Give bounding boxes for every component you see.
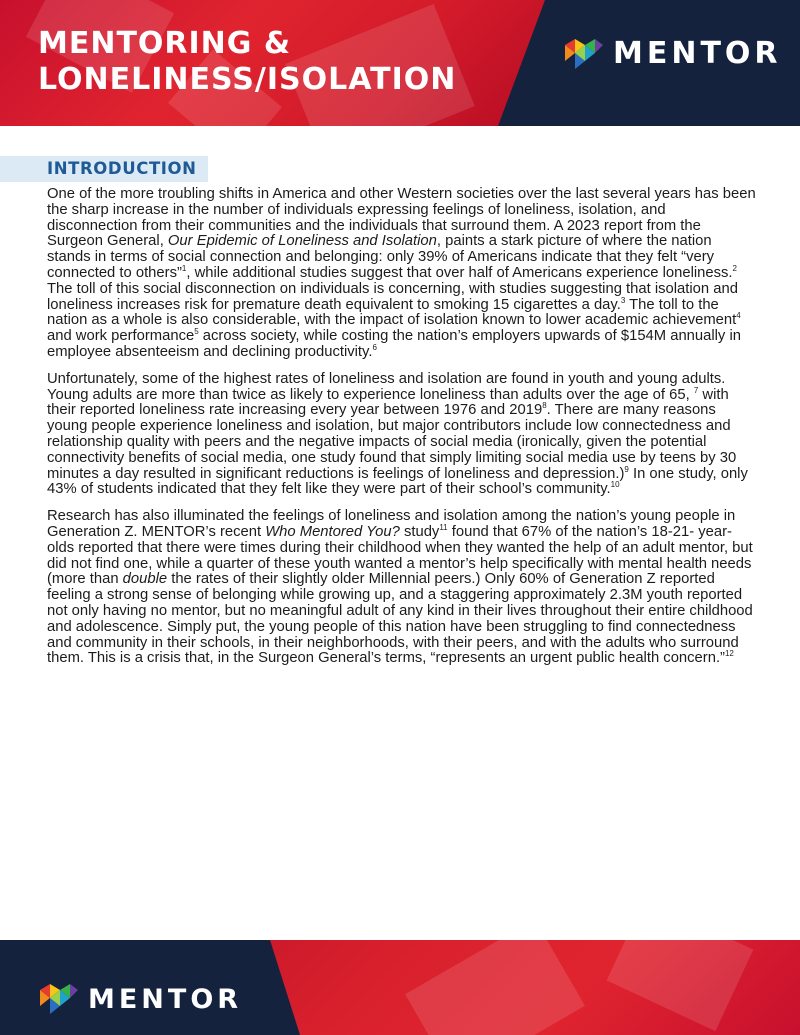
text-run: Unfortunately, some of the highest rates of loneliness and isolation are found in youth and young adults. Young adults are more than twice as likely to experience loneliness than adults over the age of 65, <box>47 370 726 403</box>
text-run: Research has also illuminated the feelings of loneliness and isolation among the nation’s young people in Generation Z. MENTOR’s recent <box>47 508 736 540</box>
paragraph-1 <box>47 187 758 361</box>
page-header <box>0 0 800 126</box>
mentor-logo-mark-icon <box>563 37 605 71</box>
text-run: the rates of their slightly older Millennial peers.) Only 60% of Generation Z reported feeling a strong sense of belonging while growing up, and a staggering approximately 2.3M youth reported not only having no mentor, but no meaningful adult of any kind in their lives throughout their entire childhood and adolescence. Simply put, the young people of this nation have been struggling to find connectedness and community in their schools, in their neighborhoods, with their peers, and with the adults who surround them. This is a crisis that, in the Surgeon General’s terms, “represents an urgent public health concern.” <box>47 571 753 667</box>
footnote-ref: 10 <box>610 480 620 490</box>
footnote-ref: 6 <box>372 343 377 353</box>
article-body <box>47 187 758 678</box>
mentor-logo-text: MENTOR <box>613 36 782 71</box>
page-title-line-2: LONELINESS/ISOLATION <box>38 62 457 97</box>
footnote-ref: 8 <box>542 401 547 411</box>
text-run: with their reported loneliness rate increasing every year between 1976 and 2019 <box>47 386 729 419</box>
text-run: , paints a stark picture of where the nation stands in terms of social connection and belonging: only 39% of Americans indicate that they felt “very connected to others” <box>47 233 715 281</box>
text-run: In one study, only 43% of students indicated that they felt like they were part of their school’s community. <box>47 465 748 498</box>
footer-logo-text: MENTOR <box>88 983 243 1015</box>
footnote-ref: 2 <box>732 264 737 274</box>
page-title <box>38 26 456 98</box>
text-run: and work performance <box>47 328 195 345</box>
text-run: , while additional studies suggest that over half of Americans experience loneliness. <box>186 264 733 281</box>
footnote-ref: 5 <box>194 327 199 337</box>
text-run: The toll to the nation as a whole is also considerable, with the impact of isolation known to lower academic achievement <box>47 296 737 329</box>
decorative-shard <box>405 940 585 1035</box>
text-run: study <box>399 523 440 540</box>
paragraph-3 <box>47 509 758 667</box>
footnote-ref: 7 <box>693 385 699 395</box>
text-run: . There are many reasons young people experience loneliness and isolation, but major contributors include low connectedness and relationship quality with peers and the negative impacts of social media (ironically, given the potential connectivity benefits of social media, one study found that simply limiting social media use by teens by 30 minutes a day resulted in significant reductions is feelings of loneliness and depression.) <box>47 402 737 482</box>
mentor-logo-mark-icon <box>38 982 80 1016</box>
page-footer <box>0 940 800 1035</box>
mentor-logo <box>563 36 782 71</box>
footnote-ref: 3 <box>620 295 626 305</box>
text-run: found that 67% of the nation’s 18-21- year-olds reported that there were times during their childhood when they wanted the help of an adult mentor, but did not find one, while a quarter of these youth wanted a mentor’s help specifically with mental health needs (more than <box>47 523 753 588</box>
footnote-ref: 1 <box>181 264 187 274</box>
text-run: The toll of this social disconnection on individuals is concerning, with studies suggesting that isolation and loneliness increases risk for premature death equivalent to smoking 15 cigarettes a day. <box>47 280 738 313</box>
study-title: Who Mentored You? <box>265 523 400 540</box>
section-heading-band <box>0 156 208 182</box>
footnote-ref: 12 <box>724 649 734 659</box>
text-run: across society, while costing the nation’s employers upwards of $154M annually in employee absenteeism and declining productivity. <box>47 328 741 360</box>
footnote-ref: 9 <box>624 464 629 474</box>
footnote-ref: 4 <box>736 311 741 321</box>
text-run: One of the more troubling shifts in America and other Western societies over the last several years has been the sharp increase in the number of individuals expressing feelings of loneliness, isolation, and disconnection from their communities and the individuals that surround them. A 2023 report from the Surgeon General, <box>47 186 756 250</box>
footnote-ref: 11 <box>439 523 448 533</box>
page-title-line-1: MENTORING & <box>38 26 292 61</box>
paragraph-2 <box>47 372 758 498</box>
report-title: Our Epidemic of Loneliness and Isolation <box>167 233 437 250</box>
emphasis: double <box>122 571 168 588</box>
section-heading: INTRODUCTION <box>47 159 197 178</box>
footer-mentor-logo <box>38 982 242 1016</box>
decorative-shard <box>607 940 754 1031</box>
